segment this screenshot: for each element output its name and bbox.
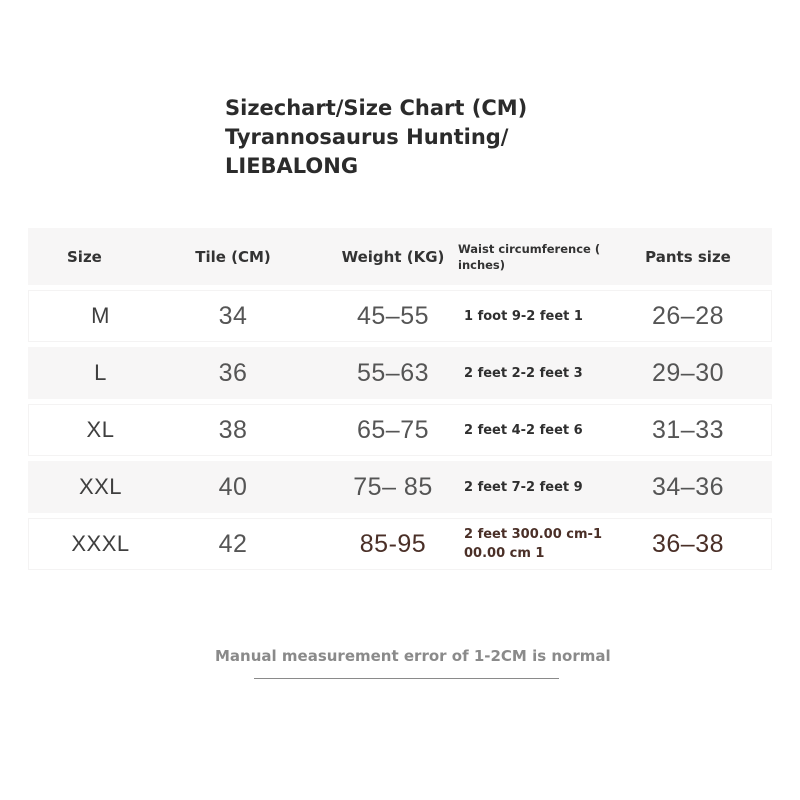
cell-waist-text: 2 feet 2-2 feet 3 [464,365,583,381]
table-header-row [28,228,772,285]
cell-size: XL [86,417,115,442]
cell-weight: 55–63 [356,358,430,387]
cell-weight: 65–75 [356,415,430,444]
title-line-1: Sizechart/Size Chart (CM) [225,96,528,120]
header-pants: Pants size [645,247,731,266]
cell-tile: 36 [218,358,248,387]
cell-waist [458,290,648,342]
cell-tile: 40 [218,472,248,501]
cell-size: XXXL [71,531,130,556]
header-tile: Tile (CM) [195,247,271,266]
title-line-3: LIEBALONG [225,154,359,178]
header-waist: Waist circumference ( inches) [458,241,601,272]
cell-weight: 75– 85 [353,472,433,501]
cell-waist [458,404,648,456]
table-row [28,404,772,456]
cell-waist-text: 2 feet 300.00 cm-1 00.00 cm 1 [464,527,602,561]
cell-size: L [94,360,107,385]
cell-waist [458,518,648,570]
footnote-underline [254,678,559,679]
header-size: Size [67,247,102,266]
table-row [28,518,772,570]
cell-waist [458,347,648,399]
cell-tile: 34 [218,301,248,330]
title-line-2: Tyrannosaurus Hunting/ [225,125,509,149]
cell-size: XXL [78,474,123,499]
measurement-footnote: Manual measurement error of 1-2CM is normal [215,647,611,665]
cell-pants: 26–28 [651,301,725,330]
header-weight: Weight (KG) [341,247,445,266]
cell-size: M [91,303,110,328]
cell-waist [458,461,648,513]
cell-pants: 34–36 [651,472,725,501]
header-waist-cell [458,228,648,285]
cell-waist-text: 1 foot 9-2 feet 1 [464,308,583,324]
table-row [28,461,772,513]
cell-pants: 31–33 [651,415,725,444]
table-row [28,290,772,342]
cell-pants: 29–30 [651,358,725,387]
size-table [28,228,772,570]
cell-waist-text: 2 feet 4-2 feet 6 [464,422,583,438]
cell-weight: 85-95 [359,529,427,558]
cell-weight: 45–55 [356,301,430,330]
size-chart-title [225,94,527,181]
cell-waist-text: 2 feet 7-2 feet 9 [464,479,583,495]
cell-tile: 38 [218,415,248,444]
cell-tile: 42 [218,529,248,558]
table-row [28,347,772,399]
cell-pants: 36–38 [651,529,725,558]
